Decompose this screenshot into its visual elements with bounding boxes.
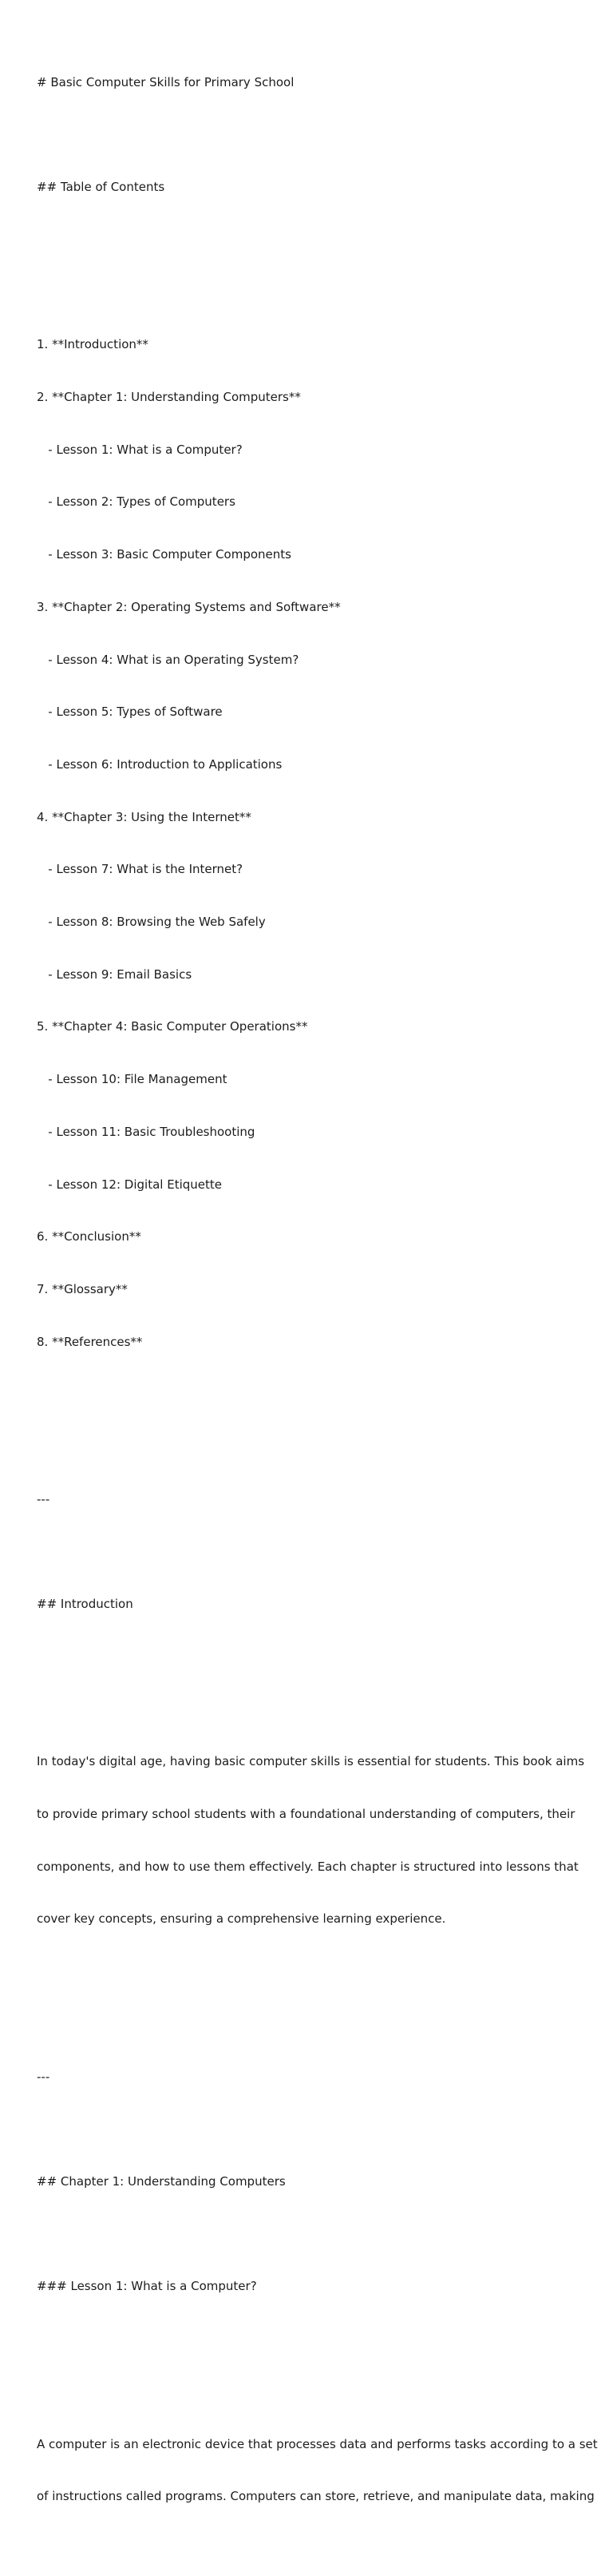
toc-item: - Lesson 3: Basic Computer Components [37,547,291,562]
blank-line [37,2226,587,2244]
toc-item: - Lesson 4: What is an Operating System? [37,652,299,667]
toc-item: - Lesson 10: File Management [37,1072,227,1087]
lesson-1-paragraph [37,2401,598,2541]
blank-line [37,2331,587,2348]
toc-item: - Lesson 12: Digital Etiquette [37,1177,222,1192]
separator: --- [37,2069,50,2084]
paragraph-line: In today's digital age, having basic computer skills is essential for students. This book aims [37,1754,585,1769]
paragraph-line: cover key concepts, ensuring a comprehensive learning experience. [37,1911,446,1927]
toc-item: 6. **Conclusion** [37,1229,141,1244]
chapter-1-heading: ## Chapter 1: Understanding Computers [37,2174,286,2189]
toc-item: 8. **References** [37,1334,143,1349]
introduction-heading: ## Introduction [37,1597,133,1612]
blank-line [37,232,587,249]
toc-item: - Lesson 5: Types of Software [37,705,223,720]
toc-item: 7. **Glossary** [37,1282,128,1296]
toc-item: - Lesson 6: Introduction to Applications [37,756,283,772]
toc-item: 4. **Chapter 3: Using the Internet** [37,809,251,824]
toc-item: - Lesson 8: Browsing the Web Safely [37,915,266,930]
blank-line [37,1439,587,1456]
toc-item: - Lesson 7: What is the Internet? [37,862,243,877]
toc-item: 3. **Chapter 2: Operating Systems and Software** [37,599,341,614]
paragraph-line: to provide primary school students with a foundational understanding of computers, their [37,1807,575,1822]
document-body [37,39,598,2576]
toc-item: 5. **Chapter 4: Basic Computer Operations** [37,1019,308,1034]
paragraph-line: A computer is an electronic device that processes data and performs tasks according to a set [37,2436,598,2451]
toc-item: - Lesson 11: Basic Troubleshooting [37,1124,255,1139]
introduction-paragraph [37,1719,587,1964]
blank-line [37,1649,587,1666]
blank-line [37,1544,587,1562]
toc-item: 1. **Introduction** [37,337,148,352]
document-title: # Basic Computer Skills for Primary School [37,74,295,89]
blank-line [37,2016,587,2034]
toc-heading: ## Table of Contents [37,180,165,195]
toc-item: - Lesson 1: What is a Computer? [37,442,243,457]
blank-line [37,127,587,145]
toc-item: - Lesson 2: Types of Computers [37,494,235,510]
paragraph-line: components, and how to use them effectively. Each chapter is structured into lessons that [37,1859,579,1874]
paragraph-line: of instructions called programs. Computers can store, retrieve, and manipulate data, making [37,2489,595,2504]
toc-item: - Lesson 9: Email Basics [37,966,192,982]
lesson-1-heading: ### Lesson 1: What is a Computer? [37,2279,257,2294]
separator: --- [37,1491,50,1506]
blank-line [37,2121,587,2138]
table-of-contents [37,302,587,1387]
toc-item: 2. **Chapter 1: Understanding Computers** [37,390,301,405]
